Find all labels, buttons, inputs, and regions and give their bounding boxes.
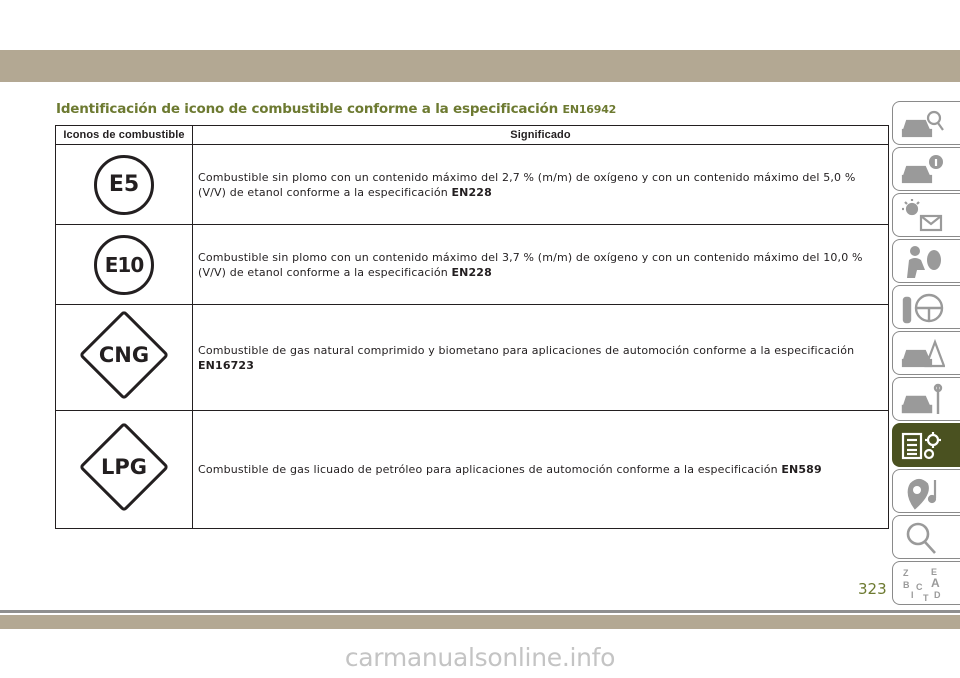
table-header-row — [56, 126, 889, 145]
bottom-rule — [0, 610, 960, 613]
description-line: Combustible de gas natural comprimido y biometano para aplicaciones de automoción conforme a la especificación — [198, 343, 855, 357]
chapter-tab-search[interactable] — [892, 515, 960, 559]
column-header-icons: Iconos de combustible — [56, 126, 193, 145]
table-row — [56, 411, 889, 529]
chapter-tab-technical-specs[interactable] — [892, 423, 960, 467]
index-letter: E — [931, 567, 938, 577]
description-line: Combustible sin plomo con un contenido máximo del 3,7 % (m/m) de oxígeno y con un contenido máximo del 10,0 % — [198, 250, 863, 264]
specification-ref: EN589 — [781, 463, 822, 476]
chapter-tab-info[interactable] — [892, 147, 960, 191]
car-info-icon — [901, 152, 945, 188]
table-row — [56, 225, 889, 305]
car-wrench-icon — [901, 382, 945, 418]
fuel-icon-cell — [56, 225, 193, 305]
table-row — [56, 305, 889, 411]
lpg-fuel-icon — [76, 419, 172, 515]
column-header-meaning: Significado — [193, 126, 889, 145]
index-letter: A — [931, 576, 940, 590]
index-letter: T — [923, 593, 929, 602]
index-letter: Z — [903, 568, 909, 578]
e5-fuel-icon: E5 — [94, 155, 154, 215]
cng-fuel-icon — [76, 307, 172, 403]
chapter-tab-warning-lights[interactable] — [892, 193, 960, 237]
fuel-description — [193, 305, 889, 411]
table-row — [56, 145, 889, 225]
chapter-tab-maintenance[interactable] — [892, 377, 960, 421]
index-letter: I — [911, 590, 914, 600]
fuel-icon-table — [55, 125, 889, 529]
fuel-description — [193, 145, 889, 225]
e10-fuel-icon: E10 — [94, 235, 154, 295]
fuel-description — [193, 411, 889, 529]
steering-wheel-icon — [901, 290, 945, 326]
title-reference: EN16942 — [562, 103, 617, 116]
site-watermark: carmanualsonline.info — [344, 643, 616, 672]
description-line: (V/V) de etanol conforme a la especificación — [198, 185, 452, 199]
chapter-tab-emergency[interactable] — [892, 331, 960, 375]
specs-gear-icon — [901, 428, 945, 464]
top-band — [0, 50, 960, 82]
warning-light-message-icon — [901, 198, 945, 234]
section-title: Identificación de icono de combustible conforme a la especificación EN16942 — [56, 101, 617, 117]
specification-ref: EN228 — [451, 185, 492, 199]
fuel-icon-cell — [56, 145, 193, 225]
car-warning-triangle-icon — [901, 336, 945, 372]
badge-label: CNG — [98, 343, 150, 367]
occupant-airbag-icon — [901, 244, 945, 280]
car-magnifier-icon — [901, 106, 945, 142]
chapter-tab-index[interactable] — [892, 561, 960, 605]
fuel-icon-cell — [56, 411, 193, 529]
index-letter: D — [934, 590, 941, 600]
fuel-icon-cell — [56, 305, 193, 411]
specification-ref: EN16723 — [198, 358, 255, 372]
description-line: Combustible sin plomo con un contenido máximo del 2,7 % (m/m) de oxígeno y con un contenido máximo del 5,0 % — [198, 170, 856, 184]
chapter-tab-driving[interactable] — [892, 285, 960, 329]
index-letter: C — [916, 582, 923, 592]
index-letter: B — [903, 580, 910, 590]
fuel-description — [193, 225, 889, 305]
page-number: 323 — [858, 580, 887, 598]
magnifier-icon — [901, 520, 945, 556]
chapter-tab-safety[interactable] — [892, 239, 960, 283]
badge-label: LPG — [100, 455, 147, 479]
chapter-tab-multimedia[interactable] — [892, 469, 960, 513]
index-letters-icon — [901, 566, 945, 602]
multimedia-icon — [901, 474, 945, 510]
description-line: (V/V) de etanol conforme a la especificación — [198, 265, 452, 279]
bottom-band — [0, 615, 960, 629]
description-line: Combustible de gas licuado de petróleo para aplicaciones de automoción conforme a la especificación — [198, 463, 782, 476]
specification-ref: EN228 — [451, 265, 492, 279]
chapter-tab-dashboard[interactable] — [892, 101, 960, 145]
